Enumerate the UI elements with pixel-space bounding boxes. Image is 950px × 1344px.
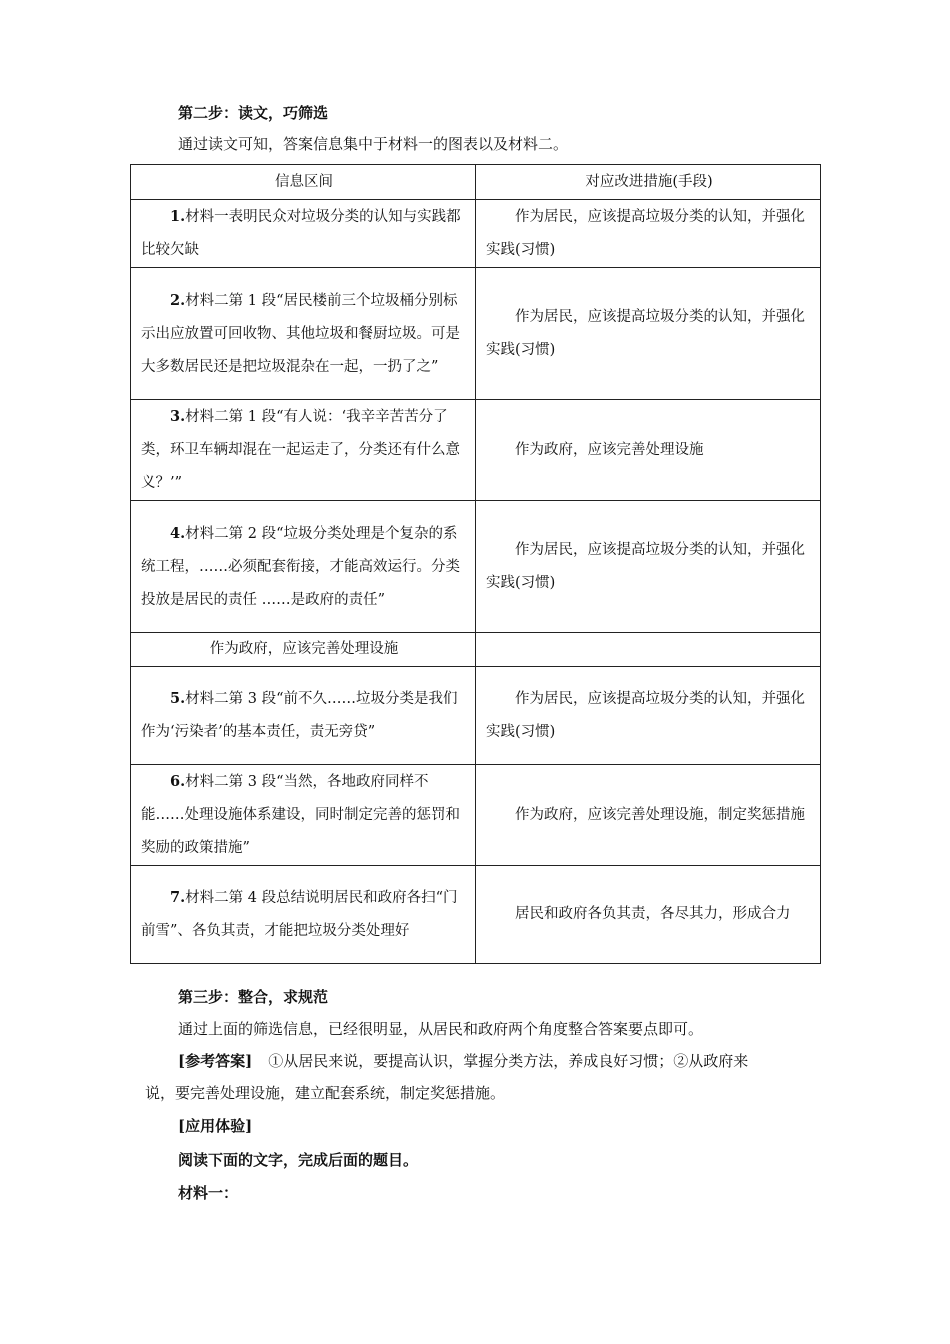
answer-text-line1: ①从居民来说，要提高认识，掌握分类方法，养成良好习惯；②从政府来 — [268, 1052, 749, 1070]
measure-cell: 作为居民，应该提高垃圾分类的认知，并强化实践(习惯) — [476, 268, 821, 400]
measure-cell: 作为政府，应该完善处理设施 — [476, 400, 821, 501]
answer-first-line — [178, 1051, 748, 1071]
step2-intro: 通过读文可知，答案信息集中于材料一的图表以及材料二。 — [178, 135, 569, 153]
info-cell: 作为政府，应该完善处理设施 — [131, 633, 476, 667]
row-number: 5. — [170, 690, 186, 707]
header-info-range: 信息区间 — [131, 165, 476, 200]
table-row — [131, 765, 821, 866]
table-row — [131, 501, 821, 633]
row-number: 7. — [170, 889, 186, 906]
info-cell — [131, 866, 476, 964]
table-row — [131, 400, 821, 501]
info-cell — [131, 268, 476, 400]
step3-title: 第三步：整合，求规范 — [178, 988, 329, 1006]
info-cell — [131, 400, 476, 501]
info-text: 材料二第 3 段“前不久……垃圾分类是我们作为‘污染者’的基本责任，责无旁贷” — [141, 691, 458, 740]
info-table — [130, 164, 821, 964]
row-number: 6. — [170, 773, 186, 790]
apply-label: [应用体验] — [178, 1117, 253, 1135]
info-text: 材料二第 1 段“有人说：‘我辛辛苦苦分了类，环卫车辆却混在一起运走了，分类还有什么意义？’” — [141, 409, 460, 491]
info-text: 材料二第 3 段“当然，各地政府同样不能……处理设施体系建设，同时制定完善的惩罚和奖励的政策措施” — [141, 774, 460, 856]
measure-cell: 作为居民，应该提高垃圾分类的认知，并强化实践(习惯) — [476, 667, 821, 765]
table-row — [131, 633, 821, 667]
info-cell — [131, 501, 476, 633]
answer-label: [参考答案] — [178, 1052, 253, 1070]
table-row — [131, 200, 821, 268]
row-number: 1. — [170, 208, 186, 225]
table-header-row — [131, 165, 821, 200]
apply-instruction: 阅读下面的文字，完成后面的题目。 — [178, 1151, 419, 1169]
info-text: 材料一表明民众对垃圾分类的认知与实践都比较欠缺 — [141, 209, 461, 258]
info-cell — [131, 667, 476, 765]
info-text: 材料二第 4 段总结说明居民和政府各扫“门前雪”、各负其责，才能把垃圾分类处理好 — [141, 890, 458, 939]
material-label: 材料一： — [178, 1184, 239, 1202]
header-measures: 对应改进措施(手段) — [476, 165, 821, 200]
row-number: 2. — [170, 291, 186, 309]
row-number: 4. — [170, 524, 186, 542]
measure-cell — [476, 633, 821, 667]
info-cell — [131, 200, 476, 268]
row-number: 3. — [170, 408, 186, 425]
info-text: 材料二第 1 段“居民楼前三个垃圾桶分别标示出应放置可回收物、其他垃圾和餐厨垃圾。可是大多数居民还是把垃圾混杂在一起，一扔了之” — [141, 292, 460, 375]
table-row — [131, 866, 821, 964]
info-text: 材料二第 2 段“垃圾分类处理是个复杂的系统工程，……必须配套衔接，才能高效运行。分类投放是居民的责任 ……是政府的责任” — [141, 525, 460, 608]
step2-title: 第二步：读文，巧筛选 — [178, 104, 329, 122]
table-row — [131, 268, 821, 400]
measure-cell: 作为政府，应该完善处理设施，制定奖惩措施 — [476, 765, 821, 866]
info-cell — [131, 765, 476, 866]
measure-cell: 居民和政府各负其责，各尽其力，形成合力 — [476, 866, 821, 964]
measure-cell: 作为居民，应该提高垃圾分类的认知，并强化实践(习惯) — [476, 501, 821, 633]
measure-cell: 作为居民，应该提高垃圾分类的认知，并强化实践(习惯) — [476, 200, 821, 268]
answer-text-line2: 说，要完善处理设施，建立配套系统，制定奖惩措施。 — [145, 1084, 506, 1102]
step3-intro: 通过上面的筛选信息，已经很明显，从居民和政府两个角度整合答案要点即可。 — [178, 1020, 704, 1038]
table-row — [131, 667, 821, 765]
